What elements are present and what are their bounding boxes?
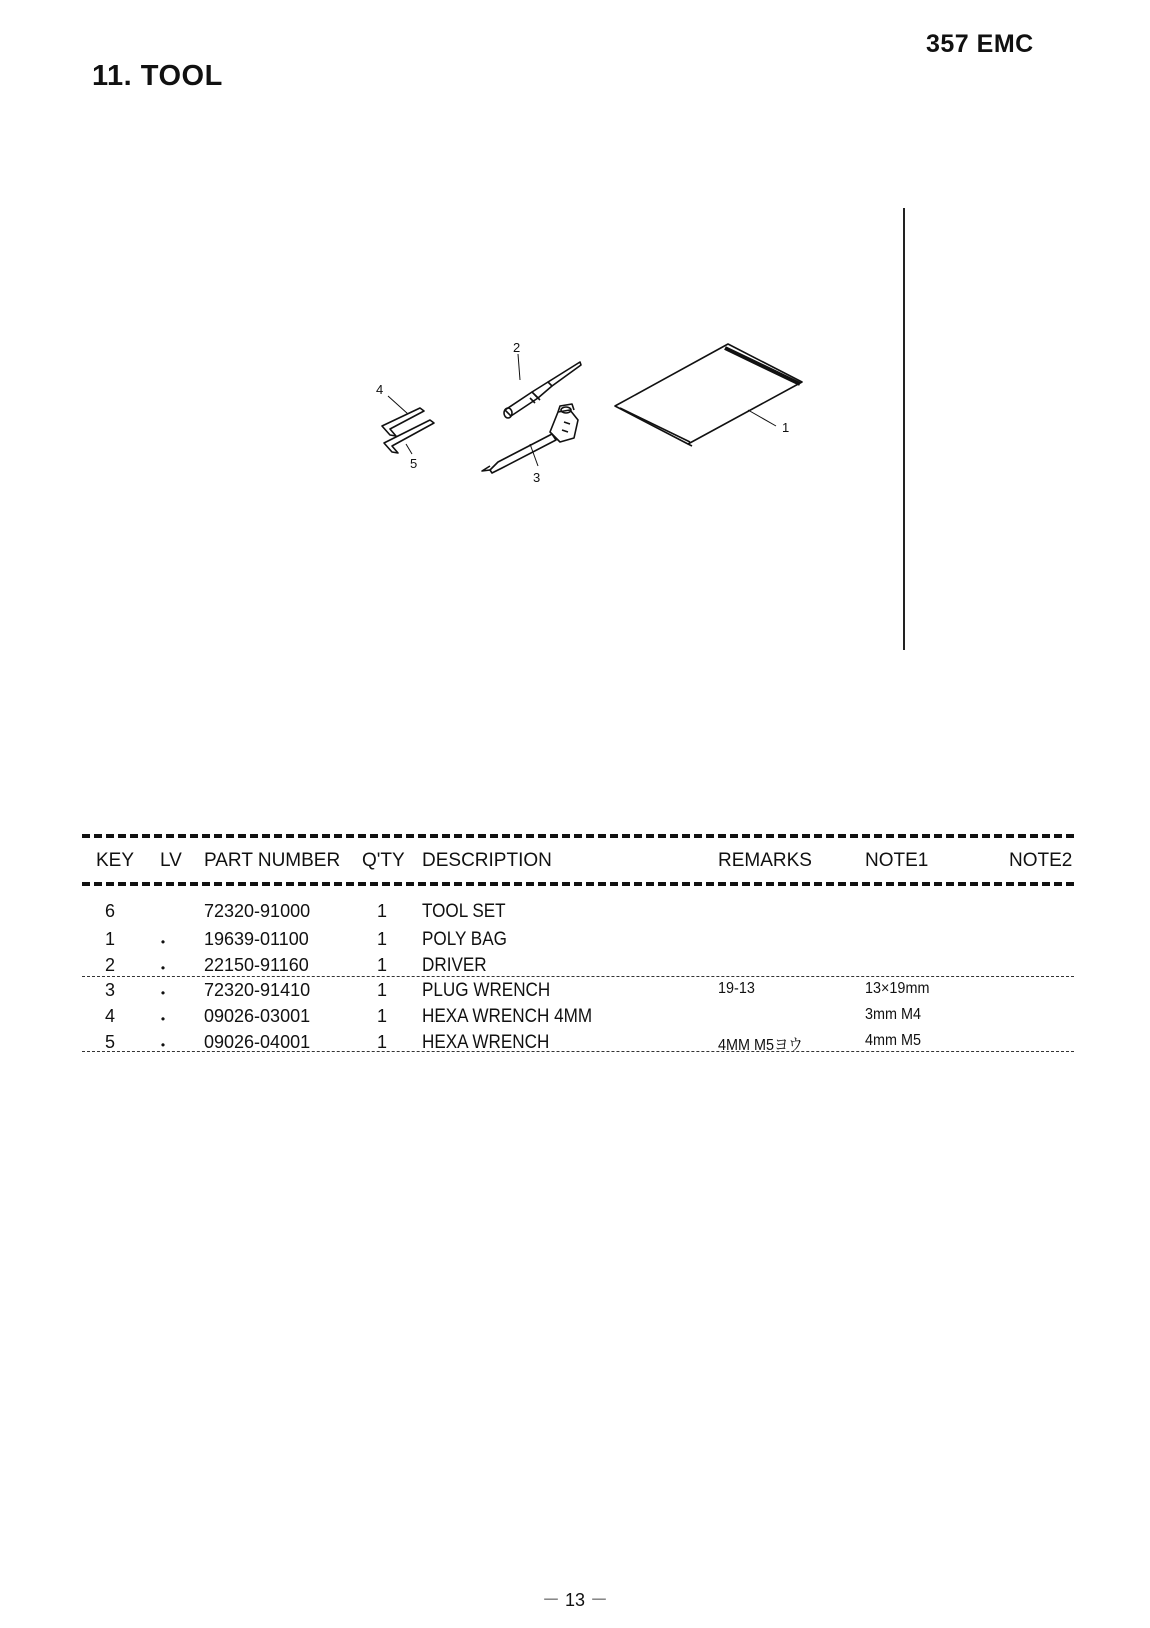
table-row [82, 1029, 1074, 1056]
poly-bag-drawing [615, 344, 802, 446]
row-lv: ・ [154, 933, 172, 953]
row-description: HEXA WRENCH 4MM [422, 1006, 593, 1027]
parts-table [82, 834, 1074, 1056]
row-qty: 1 [376, 929, 387, 949]
row-part-number: 09026-03001 [204, 1006, 311, 1026]
col-lv: LV [160, 850, 182, 871]
row-part-number: 09026-04001 [204, 1032, 311, 1052]
row-key: 3 [104, 980, 115, 1000]
row-part-number: 22150-91160 [204, 955, 309, 975]
table-row [82, 977, 1074, 1003]
col-note1: NOTE1 [865, 850, 929, 871]
row-note1: 3mm M4 [865, 1006, 922, 1023]
row-key: 2 [104, 955, 115, 975]
row-qty: 1 [376, 1032, 387, 1052]
col-key: KEY [96, 850, 135, 871]
page-divider-line [903, 208, 905, 650]
plug-wrench-drawing [482, 404, 578, 473]
row-description: POLY BAG [422, 929, 507, 950]
row-qty: 1 [376, 901, 387, 921]
callout-leader-3 [530, 444, 538, 466]
model-label: 357 EMC [926, 30, 1034, 58]
row-description: TOOL SET [422, 901, 506, 922]
page-number: － 13 － [541, 1590, 609, 1610]
row-key: 5 [104, 1032, 115, 1052]
tool-exploded-diagram [370, 340, 840, 515]
callout-leader-2 [518, 354, 520, 380]
row-part-number: 72320-91410 [204, 980, 311, 1000]
row-description: HEXA WRENCH [422, 1032, 550, 1053]
row-lv: ・ [154, 959, 172, 979]
row-key: 6 [104, 901, 115, 921]
section-title: 11. TOOL [92, 60, 223, 92]
row-key: 1 [104, 929, 115, 949]
row-note1: 13×19mm [865, 980, 930, 997]
col-description: DESCRIPTION [422, 850, 552, 871]
callout-leader-5 [406, 444, 412, 454]
row-lv: ・ [154, 1036, 172, 1056]
callout-3: 3 [533, 470, 541, 485]
row-remarks: 4MM M5ヨウ [718, 1037, 803, 1054]
row-part-number: 19639-01100 [204, 929, 309, 949]
row-part-number: 72320-91000 [204, 901, 311, 921]
table-row [82, 926, 1074, 952]
row-description: DRIVER [422, 955, 487, 976]
callout-1: 1 [782, 420, 790, 435]
col-remarks: REMARKS [718, 850, 812, 871]
callout-4: 4 [376, 382, 384, 397]
callout-leader-1 [748, 410, 776, 426]
table-row [82, 952, 1074, 979]
col-note2: NOTE2 [1009, 850, 1073, 871]
row-qty: 1 [376, 1006, 387, 1026]
row-key: 4 [104, 1006, 115, 1026]
callout-leader-4 [388, 396, 408, 414]
col-part-number: PART NUMBER [204, 850, 341, 871]
table-row [82, 898, 1074, 926]
table-header [82, 838, 1074, 882]
callout-2: 2 [513, 340, 521, 355]
row-lv: ・ [154, 984, 172, 1004]
col-qty: Q'TY [362, 850, 405, 871]
row-qty: 1 [376, 980, 387, 1000]
row-description: PLUG WRENCH [422, 980, 551, 1001]
row-qty: 1 [376, 955, 387, 975]
row-note1: 4mm M5 [865, 1032, 922, 1049]
callout-5: 5 [410, 456, 418, 471]
row-remarks: 19-13 [718, 980, 755, 997]
table-row [82, 1003, 1074, 1029]
row-lv: ・ [154, 1010, 172, 1030]
